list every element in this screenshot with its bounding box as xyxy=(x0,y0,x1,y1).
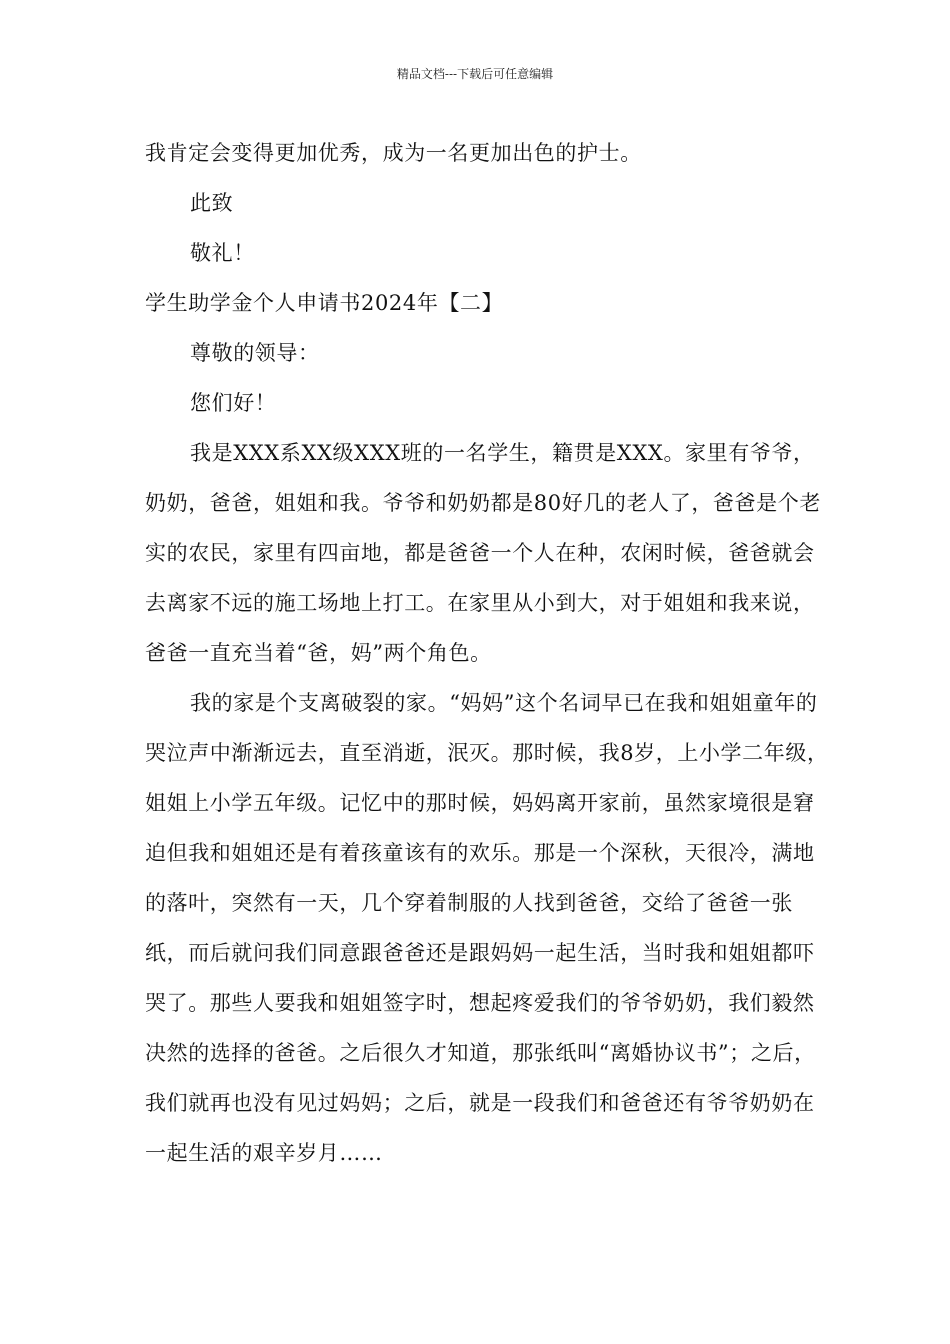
paragraph-history: 我的家是个支离破裂的家。“妈妈”这个名词早已在我和姐姐童年的哭泣声中渐渐远去，直至消逝，泯灭。那时候，我8岁，上小学二年级，姐姐上小学五年级。记忆中的那时候，妈妈离开家前，虽然家境很是窘迫但我和姐姐还是有着孩童该有的欢乐。那是一个深秋，天很冷，满地的落叶，突然有一天，几个穿着制服的人找到爸爸，交给了爸爸一张纸，而后就问我们同意跟爸爸还是跟妈妈一起生活，当时我和姐姐都吓哭了。那些人要我和姐姐签字时，想起疼爱我们的爷爷奶奶，我们毅然决然的选择的爸爸。之后很久才知道，那张纸叫“离婚协议书”；之后，我们就再也没有见过妈妈；之后，就是一段我们和爸爸还有爷爷奶奶在一起生活的艰辛岁月…… xyxy=(145,691,829,1165)
document-body xyxy=(145,128,835,1178)
continued-line: 我肯定会变得更加优秀，成为一名更加出色的护士。 xyxy=(145,141,642,165)
section-title: 学生助学金个人申请书2024年【二】 xyxy=(145,291,504,315)
page-header: 精品文档---下载后可任意编辑 xyxy=(396,67,554,81)
greeting-recipient: 尊敬的领导： xyxy=(190,341,320,365)
greeting: 您们好！ xyxy=(190,391,277,415)
paragraph-family: 我是XXX系XX级XXX班的一名学生，籍贯是XXX。家里有爷爷，奶奶，爸爸，姐姐和我。爷爷和奶奶都是80好几的老人了，爸爸是个老实的农民，家里有四亩地，都是爸爸一个人在种，农闲时候，爸爸就会去离家不远的施工场地上打工。在家里从小到大，对于姐姐和我来说，爸爸一直充当着“爸，妈”两个角色。 xyxy=(145,441,821,665)
closing-line: 此致 xyxy=(190,191,234,215)
salute-line: 敬礼！ xyxy=(190,241,255,265)
